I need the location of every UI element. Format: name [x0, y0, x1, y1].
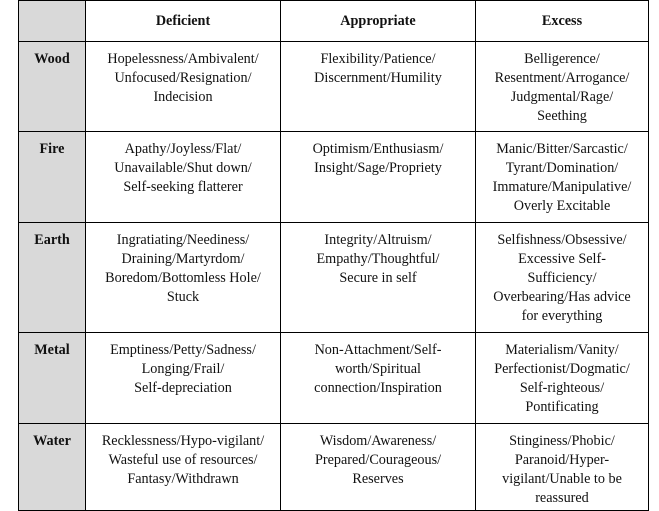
row-header-element: Fire	[19, 132, 86, 223]
cell-deficient: Emptiness/Petty/Sadness/ Longing/Frail/ Self-depreciation	[86, 333, 281, 424]
column-header-excess: Excess	[476, 1, 649, 42]
element-emotions-table	[18, 0, 649, 511]
cell-deficient: Hopelessness/Ambivalent/ Unfocused/Resignation/ Indecision	[86, 42, 281, 132]
column-header-deficient: Deficient	[86, 1, 281, 42]
table-row	[19, 42, 649, 132]
table-row	[19, 424, 649, 511]
table-row	[19, 132, 649, 223]
cell-appropriate: Non-Attachment/Self- worth/Spiritual connection/Inspiration	[281, 333, 476, 424]
cell-deficient: Ingratiating/Neediness/ Draining/Martyrdom/ Boredom/Bottomless Hole/ Stuck	[86, 223, 281, 333]
cell-deficient: Apathy/Joyless/Flat/ Unavailable/Shut down/ Self-seeking flatterer	[86, 132, 281, 223]
row-header-element: Wood	[19, 42, 86, 132]
cell-appropriate: Flexibility/Patience/ Discernment/Humility	[281, 42, 476, 132]
column-header-appropriate: Appropriate	[281, 1, 476, 42]
cell-excess: Manic/Bitter/Sarcastic/ Tyrant/Domination/ Immature/Manipulative/ Overly Excitable	[476, 132, 649, 223]
cell-excess: Materialism/Vanity/ Perfectionist/Dogmatic/ Self-righteous/ Pontificating	[476, 333, 649, 424]
table-row	[19, 223, 649, 333]
cell-excess: Stinginess/Phobic/ Paranoid/Hyper- vigilant/Unable to be reassured	[476, 424, 649, 511]
table-body	[19, 42, 649, 511]
corner-header-cell	[19, 1, 86, 42]
cell-deficient: Recklessness/Hypo-vigilant/ Wasteful use of resources/ Fantasy/Withdrawn	[86, 424, 281, 511]
cell-excess: Selfishness/Obsessive/ Excessive Self- Sufficiency/ Overbearing/Has advice for everything	[476, 223, 649, 333]
cell-appropriate: Integrity/Altruism/ Empathy/Thoughtful/ Secure in self	[281, 223, 476, 333]
cell-appropriate: Optimism/Enthusiasm/ Insight/Sage/Propriety	[281, 132, 476, 223]
header-row	[19, 1, 649, 42]
row-header-element: Earth	[19, 223, 86, 333]
row-header-element: Water	[19, 424, 86, 511]
cell-excess: Belligerence/ Resentment/Arrogance/ Judgmental/Rage/ Seething	[476, 42, 649, 132]
table-row	[19, 333, 649, 424]
row-header-element: Metal	[19, 333, 86, 424]
cell-appropriate: Wisdom/Awareness/ Prepared/Courageous/ Reserves	[281, 424, 476, 511]
